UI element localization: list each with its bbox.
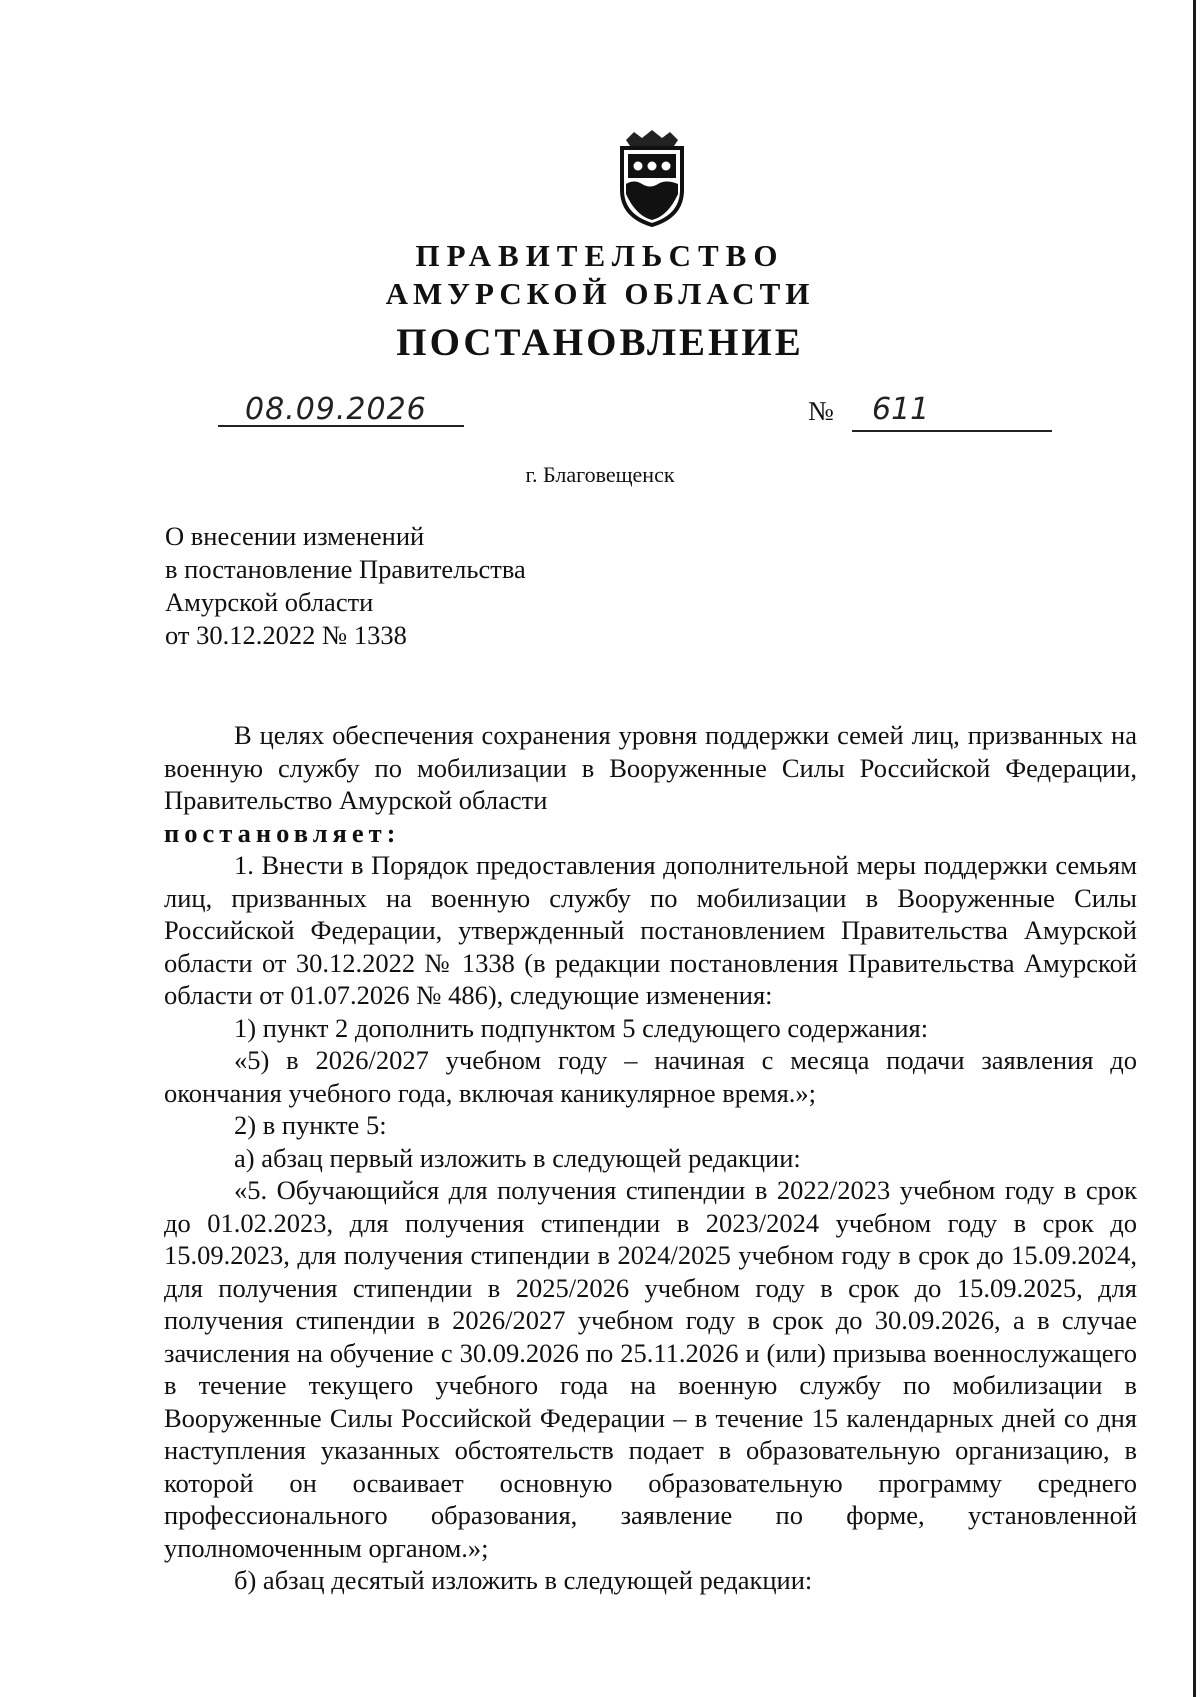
subject-line: О внесении изменений xyxy=(165,521,425,551)
body-paragraph: 1) пункт 2 дополнить подпунктом 5 следующего содержания: xyxy=(234,1012,929,1043)
preamble-paragraph: В целях обеспечения сохранения уровня поддержки семей лиц, призванных на военную службу по мобилизации в Вооруженные Силы Российской Федерации, Правительство Амурской области xyxy=(164,720,1137,815)
document-type-title: ПОСТАНОВЛЕНИЕ xyxy=(396,321,804,364)
organization-name-line2: АМУРСКОЙ ОБЛАСТИ xyxy=(385,276,815,311)
organization-name-line1: ПРАВИТЕЛЬСТВО xyxy=(415,238,785,273)
body-paragraph: «5. Обучающийся для получения стипендии в 2022/2023 учебном году в срок до 01.02.2023, для получения стипендии в 2023/2024 учебном году в срок до 15.09.2023, для получения стипендии в 2024/2025 учебном году в срок до 15.09.2024, для получения стипендии в 2025/2026 учебном году в срок до 15.09.2025, для получения стипендии в 2026/2027 учебном году в срок до 30.09.2026, а в случае зачисления на обучение с 30.09.2026 по 25.11.2026 и (или) призыва военнослужащего в течение текущего учебного года на военную службу по мобилизации в Вооруженные Силы Российской Федерации – в течение 15 календарных дней со дня наступления указанных обстоятельств подает в образовательную организацию, в которой он осваивает основную образовательную программу среднего профессионального образования, заявление по форме, установленной уполномоченным органом.»; xyxy=(164,1175,1137,1563)
document-subject xyxy=(165,520,526,652)
decree-word: постановляет: xyxy=(164,817,401,848)
body-paragraph: 2) в пункте 5: xyxy=(234,1110,387,1140)
number-sign: № xyxy=(808,396,834,426)
city-name: г. Благовещенск xyxy=(525,462,675,487)
number-underline xyxy=(852,430,1052,432)
amur-region-coat-of-arms-icon xyxy=(612,128,692,228)
body-paragraph: «5) в 2026/2027 учебном году – начиная с месяца подачи заявления до окончания учебного года, включая каникулярное время.»; xyxy=(164,1045,1137,1108)
subject-line: в постановление Правительства xyxy=(165,554,526,584)
subject-line: от 30.12.2022 № 1338 xyxy=(165,620,407,650)
body-paragraph: а) абзац первый изложить в следующей редакции: xyxy=(234,1142,801,1173)
document-date: 08.09.2026 xyxy=(245,392,427,427)
body-paragraph: 1. Внести в Порядок предоставления дополнительной меры поддержки семьям лиц, призванных на военную службу по мобилизации в Вооруженные Силы Российской Федерации, утвержденный постановлением Правительства Амурской области от 30.12.2022 № 1338 (в редакции постановления Правительства Амурской области от 01.07.2026 № 486), следующие изменения: xyxy=(164,850,1137,1010)
document-body xyxy=(164,719,1137,1597)
body-paragraph: б) абзац десятый изложить в следующей редакции: xyxy=(234,1565,813,1595)
document-number: 611 xyxy=(872,392,930,427)
subject-line: Амурской области xyxy=(165,587,374,617)
